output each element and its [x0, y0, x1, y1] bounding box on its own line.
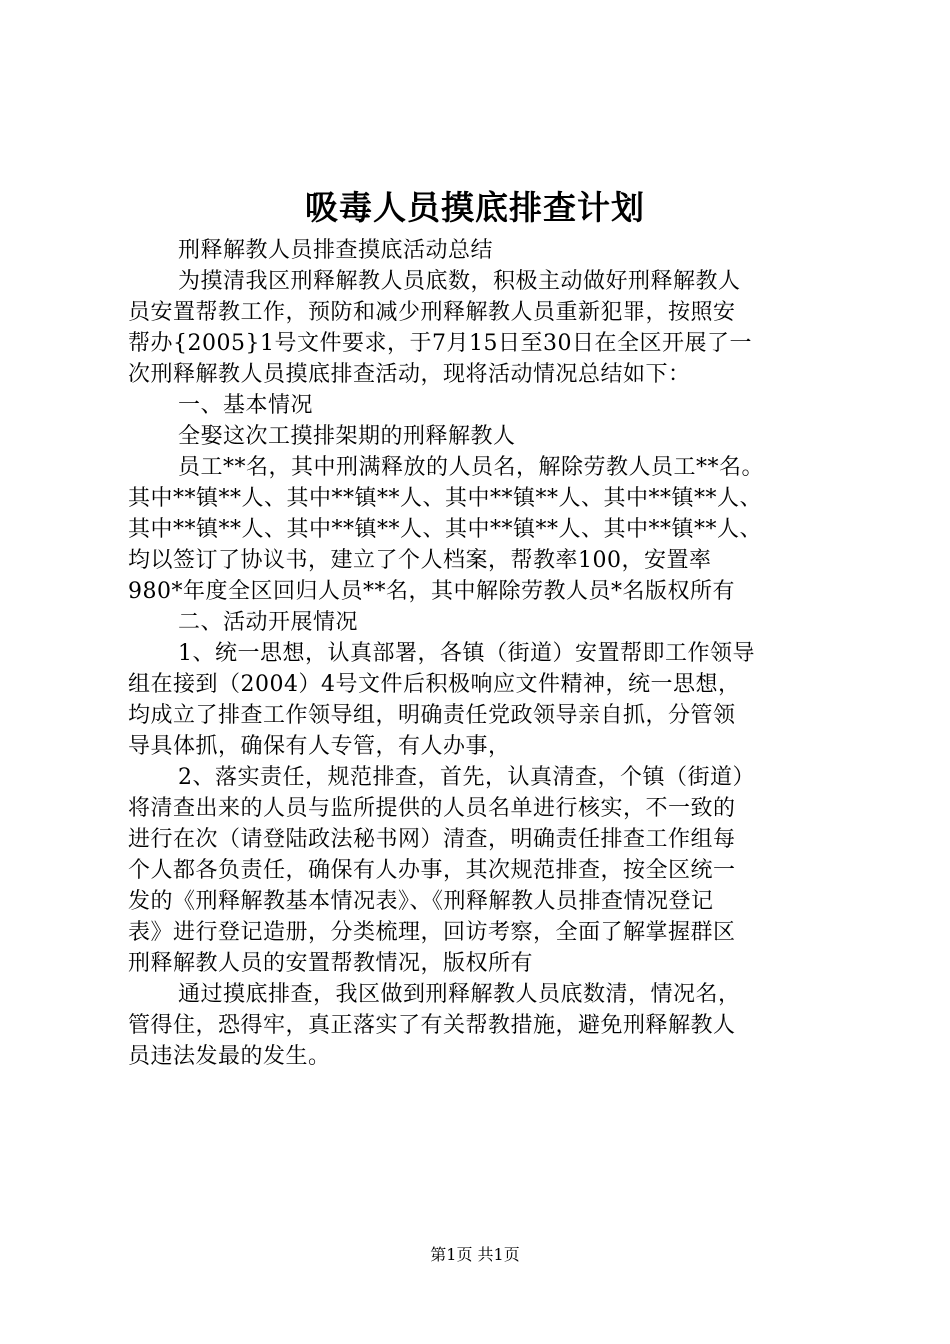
paragraph-line: 管得住，恐得牢，真正落实了有关帮教措施，避免刑释解教人: [128, 1013, 736, 1038]
paragraph-line: 其中**镇**人、其中**镇**人、其中**镇**人、其中**镇**人、: [128, 517, 763, 542]
document-title: 吸毒人员摸底排查计划: [305, 188, 645, 227]
paragraph-line: 全娶这次工摸排架期的刑释解教人: [178, 424, 516, 449]
paragraph-line: 个人都各负责任，确保有人办事，其次规范排查，按全区统一: [128, 858, 736, 883]
paragraph-line: 导具体抓，确保有人专管，有人办事，: [128, 734, 511, 759]
paragraph-line: 2、落实责任，规范排查，首先，认真清查，个镇（街道）: [178, 765, 755, 790]
section-heading: 二、活动开展情况: [178, 610, 359, 635]
paragraph-line: 进行在次（请登陆政法秘书网）清查，明确责任排查工作组每: [128, 827, 736, 852]
paragraph-line: 通过摸底排查，我区做到刑释解教人员底数清，情况名，: [178, 982, 741, 1007]
paragraph-line: 将清查出来的人员与监所提供的人员名单进行核实，不一致的: [128, 796, 736, 821]
page-footer: 第1页 共1页: [430, 1245, 520, 1264]
paragraph-line: 员违法发最的发生。: [128, 1044, 331, 1069]
paragraph-line: 员安置帮教工作，预防和减少刑释解教人员重新犯罪，按照安: [128, 300, 736, 325]
paragraph-line: 组在接到（2004）4号文件后积极响应文件精神，统一思想，: [128, 672, 741, 697]
paragraph-line: 均成立了排查工作领导组，明确责任党政领导亲自抓，分管领: [128, 703, 736, 728]
section-heading: 一、基本情况: [178, 393, 314, 418]
paragraph-line: 为摸清我区刑释解教人员底数，积极主动做好刑释解教人: [178, 269, 741, 294]
paragraph-line: 刑释解教人员的安置帮教情况，版权所有: [128, 951, 534, 976]
paragraph-line: 1、统一思想，认真部署，各镇（街道）安置帮即工作领导: [178, 641, 755, 666]
paragraph-line: 表》进行登记造册，分类梳理，回访考察，全面了解掌握群区: [128, 920, 736, 945]
paragraph-line: 员工**名，其中刑满释放的人员名，解除劳教人员工**名。: [178, 455, 765, 480]
paragraph-line: 其中**镇**人、其中**镇**人、其中**镇**人、其中**镇**人、: [128, 486, 763, 511]
paragraph-line: 均以签订了协议书，建立了个人档案，帮教率100，安置率: [128, 548, 712, 573]
paragraph-line: 发的《刑释解教基本情况表》、《刑释解教人员排查情况登记: [128, 889, 714, 914]
paragraph-line: 帮办{2005}1号文件要求，于7月15日至30日在全区开展了一: [128, 331, 752, 356]
paragraph-line: 980*年度全区回归人员**名，其中解除劳教人员*名版权所有: [128, 579, 735, 604]
paragraph-line: 次刑释解教人员摸底排查活动，现将活动情况总结如下：: [128, 362, 691, 387]
paragraph-line: 刑释解教人员排查摸底活动总结: [178, 238, 494, 263]
